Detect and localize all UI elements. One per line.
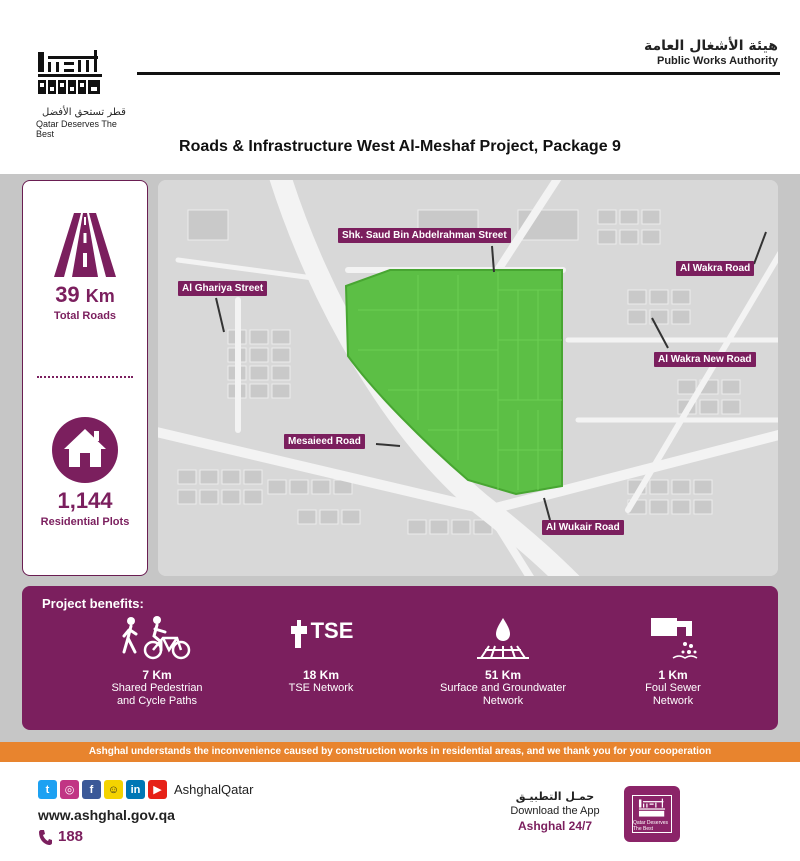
page-title: Roads & Infrastructure West Al-Meshaf Project, Package 9 (179, 138, 621, 155)
notice-banner: Ashghal understands the inconvenience caused by construction works in residential areas, and we thank you for your cooperation (0, 742, 800, 762)
linkedin-icon[interactable]: in (126, 780, 145, 799)
app-download-arabic: حمـل التطبيـق (515, 790, 595, 803)
total-roads-stat (23, 211, 147, 322)
authority-name-english: Public Works Authority (656, 55, 778, 67)
label-al-ghariya-street: Al Ghariya Street (178, 281, 267, 296)
label-shk-saud-street: Shk. Saud Bin Abdelrahman Street (338, 228, 511, 243)
social-links (38, 780, 254, 799)
ashghal-logo-icon (637, 797, 667, 819)
phone-icon (38, 829, 52, 845)
pedestrian-cyclist-icon (121, 616, 193, 660)
benefits-title: Project benefits: (42, 596, 144, 611)
header-divider (137, 72, 780, 75)
authority-name-arabic: هيئة الأشغال العامة (643, 38, 778, 54)
benefit-label: TSE Network (288, 682, 354, 694)
residential-plots-stat (23, 417, 147, 528)
app-icon-tagline: Qatar Deserves The Best (633, 819, 669, 832)
label-mesaieed-road: Mesaieed Road (284, 434, 365, 449)
residential-plots-value: 1,144 (57, 488, 113, 513)
facebook-icon[interactable]: f (82, 780, 101, 799)
benefit-label: Network (652, 695, 694, 707)
project-map (158, 180, 778, 576)
header (0, 0, 800, 139)
website-link[interactable]: www.ashghal.gov.qa (38, 807, 175, 823)
instagram-icon[interactable]: ◎ (60, 780, 79, 799)
benefit-label: Surface and Groundwater (440, 682, 566, 694)
ashghal-logo[interactable] (36, 46, 136, 139)
benefit-tse-network (236, 616, 406, 695)
youtube-icon[interactable]: ▶ (148, 780, 167, 799)
benefit-foul-sewer (588, 616, 758, 708)
label-al-wukair-road: Al Wukair Road (542, 520, 624, 535)
app-download-text (500, 790, 610, 833)
tse-tap-icon: TSE (236, 616, 406, 660)
ashghal-logo-icon (36, 46, 104, 100)
hotline[interactable] (38, 828, 83, 845)
label-al-wakra-road: Al Wakra Road (676, 261, 754, 276)
logo-arabic-tagline: قطر تستحق الأفضل (42, 107, 126, 118)
label-al-wakra-new-road: Al Wakra New Road (654, 352, 756, 367)
benefit-label: Network (482, 695, 524, 707)
benefit-label: and Cycle Paths (116, 695, 198, 707)
benefit-value: 18 Km (302, 668, 340, 682)
benefit-label: Shared Pedestrian (111, 682, 203, 694)
app-name: Ashghal 24/7 (517, 819, 593, 833)
benefit-value: 51 Km (484, 668, 522, 682)
stats-card (22, 180, 148, 576)
twitter-icon[interactable]: t (38, 780, 57, 799)
road-icon (54, 211, 116, 277)
project-benefits-panel (22, 586, 778, 730)
residential-plots-label: Residential Plots (40, 516, 130, 528)
benefit-value: 1 Km (658, 668, 688, 682)
sewer-pipe-icon (645, 616, 701, 660)
benefit-label: Foul Sewer (645, 682, 701, 694)
house-icon (52, 417, 118, 483)
hotline-number: 188 (58, 828, 84, 845)
app-download-label: Download the App (510, 805, 600, 817)
benefit-cycle-paths (72, 616, 242, 708)
ashghal-app-icon[interactable] (624, 786, 680, 842)
snapchat-icon[interactable]: ☺ (104, 780, 123, 799)
benefit-value: 7 Km (142, 668, 172, 682)
water-drop-icon (475, 616, 531, 660)
logo-english-tagline: Qatar Deserves The Best (36, 119, 117, 139)
benefit-water-network (418, 616, 588, 708)
social-handle[interactable]: AshghalQatar (174, 782, 254, 797)
total-roads-value: 39 Km (55, 282, 115, 307)
total-roads-label: Total Roads (53, 310, 117, 322)
stats-divider (37, 376, 133, 378)
